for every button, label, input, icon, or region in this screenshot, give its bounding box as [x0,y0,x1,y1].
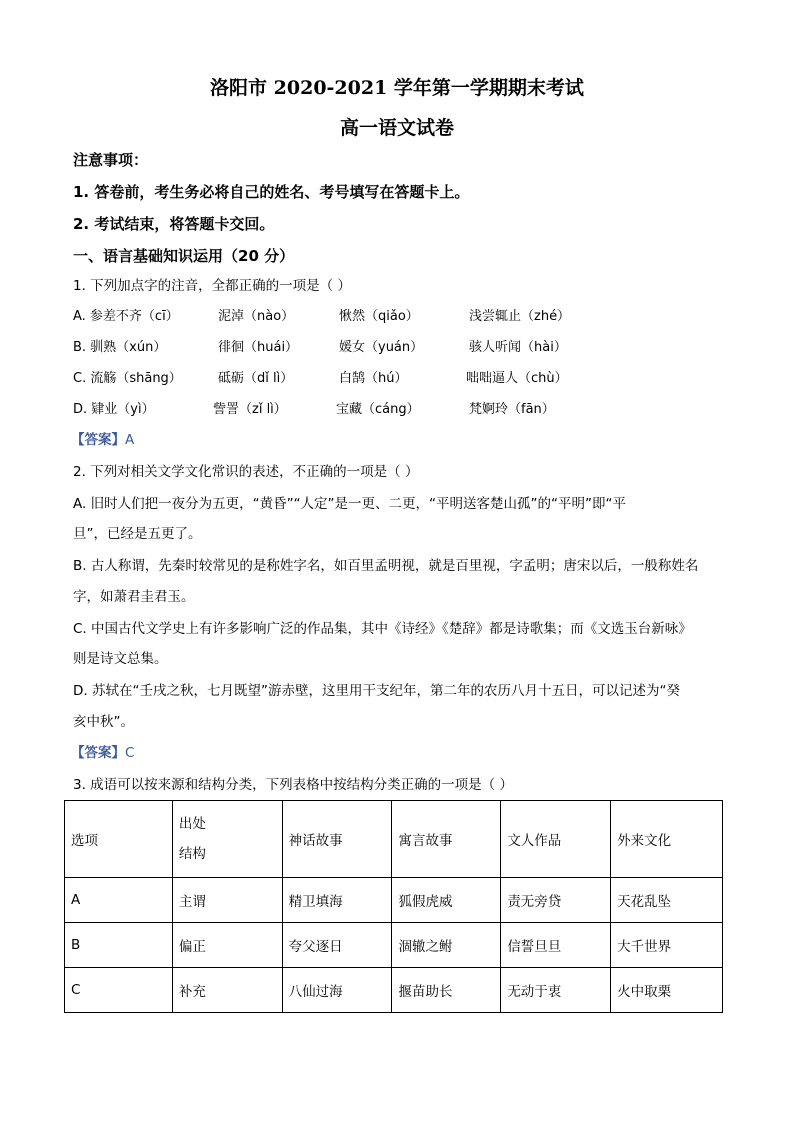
answer-label: 【答案】 [71,745,125,761]
table-cell: 精卫填海 [282,878,392,923]
q2-option-d-line-2: 亥中秋”。 [73,714,134,730]
q2-answer [71,743,134,763]
q2-option-a-line-2: 旦”，已经是五更了。 [73,526,202,542]
q3-table [64,800,723,1013]
q1-option-d-3: 宝藏（cáng） [336,402,420,417]
notice-heading: 注意事项： [73,151,149,169]
table-cell: 夸父逐日 [282,923,392,968]
q1-option-b-2: 徘徊（huái） [218,340,299,355]
answer-value: A [125,432,135,448]
q2-option-b-line-1: B. 古人称谓，先秦时较常见的是称姓字名，如百里孟明视，就是百里视，字孟明；唐宋以后，一般称姓名 [73,558,699,574]
table-cell: 无动于衷 [501,968,611,1013]
header-cell-fable: 寓言故事 [392,801,501,878]
q1-option-d-4: 梵婀玲（fān） [469,402,555,417]
table-cell: C [65,968,173,1013]
q1-option-a-3: 愀然（qiǎo） [339,309,419,324]
header-source: 出处 [178,816,206,832]
table-cell: 火中取栗 [611,968,723,1013]
header-cell-foreign: 外来文化 [611,801,723,878]
table-row [65,923,723,968]
q2-option-c-line-2: 则是诗文总集。 [73,651,168,667]
q1-option-d-1: D. 肄业（yì） [73,402,155,417]
table-header-row [65,801,723,878]
header-structure: 结构 [178,846,206,862]
answer-value: C [125,745,135,761]
header-cell-literary: 文人作品 [501,801,611,878]
table-cell: 主谓 [172,878,282,923]
q2-option-b-line-2: 字，如萧君圭君玉。 [73,589,195,605]
q2-option-d-line-1: D. 苏轼在“壬戌之秋，七月既望”游赤壁，这里用干支纪年，第二年的农历八月十五日，可以记述为“癸 [73,683,680,699]
q1-option-c-3: 白鹄（hú） [339,371,408,386]
table-cell: 涸辙之鲋 [392,923,501,968]
q2-stem: 2. 下列对相关文学文化常识的表述，不正确的一项是（ ） [73,464,419,480]
table-cell: A [65,878,173,923]
q1-option-a-1: A. 参差不齐（cī） [73,309,179,324]
header-cell-option: 选项 [65,801,173,878]
q1-option-c-1: C. 流觞（shāng） [73,371,182,386]
exam-title: 洛阳市 2020-2021 学年第一学期期末考试 [210,77,584,99]
table-row [65,878,723,923]
q1-option-b-1: B. 驯熟（xún） [73,340,167,355]
q3-stem: 3. 成语可以按来源和结构分类，下列表格中按结构分类正确的一项是（ ） [73,777,513,793]
q1-option-c-2: 砥砺（dǐ lì） [218,371,294,386]
table-cell: 信誓旦旦 [501,923,611,968]
header-cell-source-structure [172,801,282,878]
q1-option-d-2: 訾詈（zǐ lì） [213,402,287,417]
header-cell-myth: 神话故事 [282,801,392,878]
table-cell: B [65,923,173,968]
q1-option-a-2: 泥淖（nào） [218,309,295,324]
q2-option-c-line-1: C. 中国古代文学史上有许多影响广泛的作品集，其中《诗经》《楚辞》都是诗歌集；而《文选玉台新咏》 [73,621,692,637]
table-cell: 大千世界 [611,923,723,968]
table-cell: 天花乱坠 [611,878,723,923]
table-cell: 揠苗助长 [392,968,501,1013]
q1-option-a-4: 浅尝辄止（zhé） [469,309,571,324]
notice-item-2: 2. 考试结束，将答题卡交回。 [73,215,275,233]
table-cell: 责无旁贷 [501,878,611,923]
q1-answer [71,430,134,450]
notice-item-1: 1. 答卷前，考生务必将自己的姓名、考号填写在答题卡上。 [73,183,470,201]
table-cell: 偏正 [172,923,282,968]
q1-option-b-4: 骇人听闻（hài） [469,340,567,355]
q1-option-b-3: 媛女（yuán） [339,340,424,355]
section-heading: 一、语言基础知识运用（20 分） [73,247,295,265]
q2-option-a-line-1: A. 旧时人们把一夜分为五更，“黄昏”“人定”是一更、二更，“平明送客楚山孤”的“平明”即“平 [73,496,627,512]
q1-option-c-4: 咄咄逼人（chù） [466,371,568,386]
table-cell: 补充 [172,968,282,1013]
table-row [65,968,723,1013]
q1-stem: 1. 下列加点字的注音，全都正确的一项是（ ） [73,278,351,294]
table-cell: 八仙过海 [282,968,392,1013]
answer-label: 【答案】 [71,432,125,448]
table-cell: 狐假虎威 [392,878,501,923]
exam-subtitle: 高一语文试卷 [339,117,454,139]
